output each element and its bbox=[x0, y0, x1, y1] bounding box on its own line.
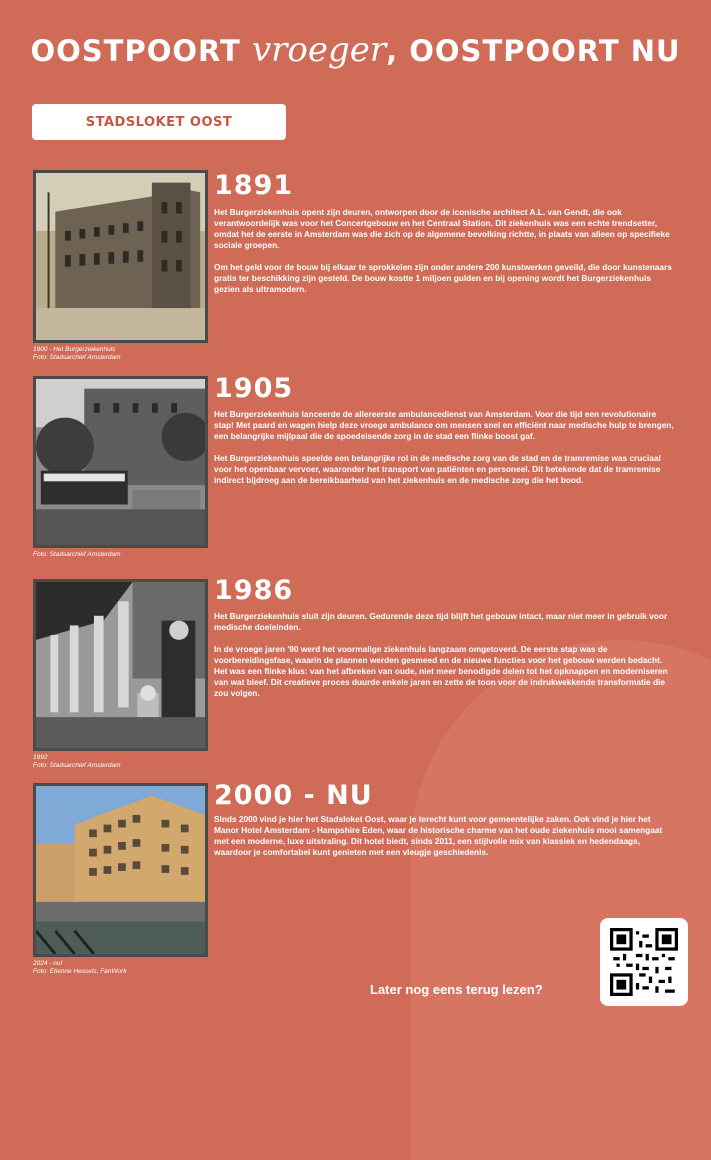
paragraph: Sinds 2000 vind je hier het Stadsloket Oost, waar je terecht kunt voor gemeentelijke zaken. Ook vind je hier het Manor Hotel Amsterdam - Hampshire Eden, waar de historische charme van het oude ziekenhuis mooi samengaat met een moderne, luxe uitstraling. Dit hotel biedt, sinds 2011, een stijlvolle mix van klassiek en hedendaags, waardoor je comfortabel kunt genieten met een vleugje geschiedenis. bbox=[214, 814, 663, 857]
text-1891 bbox=[214, 207, 674, 306]
caption-line: 2024 - nu! bbox=[33, 960, 63, 967]
photo-1905 bbox=[33, 376, 208, 548]
text-1986 bbox=[214, 611, 674, 710]
location-badge: STADSLOKET OOST bbox=[32, 104, 286, 140]
caption-1986 bbox=[33, 754, 121, 770]
caption-line: Foto: Etienne Hessels, FanWork bbox=[33, 968, 127, 975]
year-1891: 1891 bbox=[214, 170, 294, 201]
paragraph: In de vroege jaren '90 werd het voormalige ziekenhuis langzaam omgetoverd. De eerste stap was de voorbereidingsfase, waarin de plannen werden gesmeed en de nieuwe functies voor het gebouw werden bedacht. Het was een flinke klus: van het afbreken van oude, niet meer benodigde delen tot het opknappen en moderniseren van wat bleef. Dit creatieve proces duurde enkele jaren en zette de toon voor de indrukwekkende transformatie die zou volgen. bbox=[214, 644, 668, 698]
year-2000-nu: 2000 - NU bbox=[214, 780, 373, 811]
title-script: vroeger bbox=[251, 30, 387, 70]
text-2000 bbox=[214, 814, 674, 869]
caption-1905 bbox=[33, 551, 121, 559]
caption-line: Foto: Stadsarchief Amsterdam bbox=[33, 762, 121, 769]
title-part2: , OOSTPOORT NU bbox=[386, 34, 681, 68]
caption-line: Foto: Stadsarchief Amsterdam bbox=[33, 354, 121, 361]
photo-1986 bbox=[33, 579, 208, 751]
caption-2000 bbox=[33, 960, 127, 976]
paragraph: Om het geld voor de bouw bij elkaar te sprokkelen zijn onder andere 200 kunstwerken geveild, die door kunstenaars gratis ter beschikking zijn gesteld. De bouw kostte 1 miljoen gulden en bij opening wordt het Burgerziekenhuis gezien als ultramodern. bbox=[214, 262, 672, 294]
page-title bbox=[0, 30, 711, 70]
caption-1891 bbox=[33, 346, 121, 362]
paragraph: Het Burgerziekenhuis lanceerde de allereerste ambulancedienst van Amsterdam. Voor die tijd een revolutionaire stap! Met paard en wagen hielp deze vroege ambulance om mensen snel en efficiënt naar medische hulp te brengen, een belangrijke mijlpaal die de spoedeisende zorg in de stad een flinke boost gaf. bbox=[214, 409, 674, 441]
paragraph: Het Burgerziekenhuis sluit zijn deuren. Gedurende deze tijd blijft het gebouw intact, maar niet meer in gebruik voor medische doeleinden. bbox=[214, 611, 668, 632]
year-1905: 1905 bbox=[214, 373, 294, 404]
caption-line: 1900 - Het Burgerziekenhuis bbox=[33, 346, 116, 353]
photo-1891 bbox=[33, 170, 208, 343]
caption-line: Foto: Stadsarchief Amsterdam bbox=[33, 551, 121, 558]
qr-code-icon[interactable] bbox=[600, 918, 688, 1006]
paragraph: Het Burgerziekenhuis opent zijn deuren, ontworpen door de iconische architect A.L. van Gendt, die ook verantwoordelijk was voor het Concertgebouw en het Centraal Station. Dit ziekenhuis was een echte trendsetter, omdat het de eerste in Amsterdam was die zich op de algemene bevolking richtte, in plaats van alleen op specifieke sociale groepen. bbox=[214, 207, 670, 250]
text-1905 bbox=[214, 409, 674, 497]
caption-line: 1992 bbox=[33, 754, 48, 761]
background-arc bbox=[411, 640, 711, 1160]
year-1986: 1986 bbox=[214, 575, 294, 606]
later-read-text: Later nog eens terug lezen? bbox=[370, 982, 543, 997]
paragraph: Het Burgerziekenhuis speelde een belangrijke rol in de medische zorg van de stad en de tramremise was cruciaal voor het openbaar vervoer, waaronder het transport van patiënten en personeel. Dit betekende dat de tramremise indirect bijdroeg aan de bereikbaarheid van het ziekenhuis en de medische zorg die het bood. bbox=[214, 453, 661, 485]
photo-2000 bbox=[33, 783, 208, 957]
title-part1: OOSTPOORT bbox=[30, 34, 252, 68]
